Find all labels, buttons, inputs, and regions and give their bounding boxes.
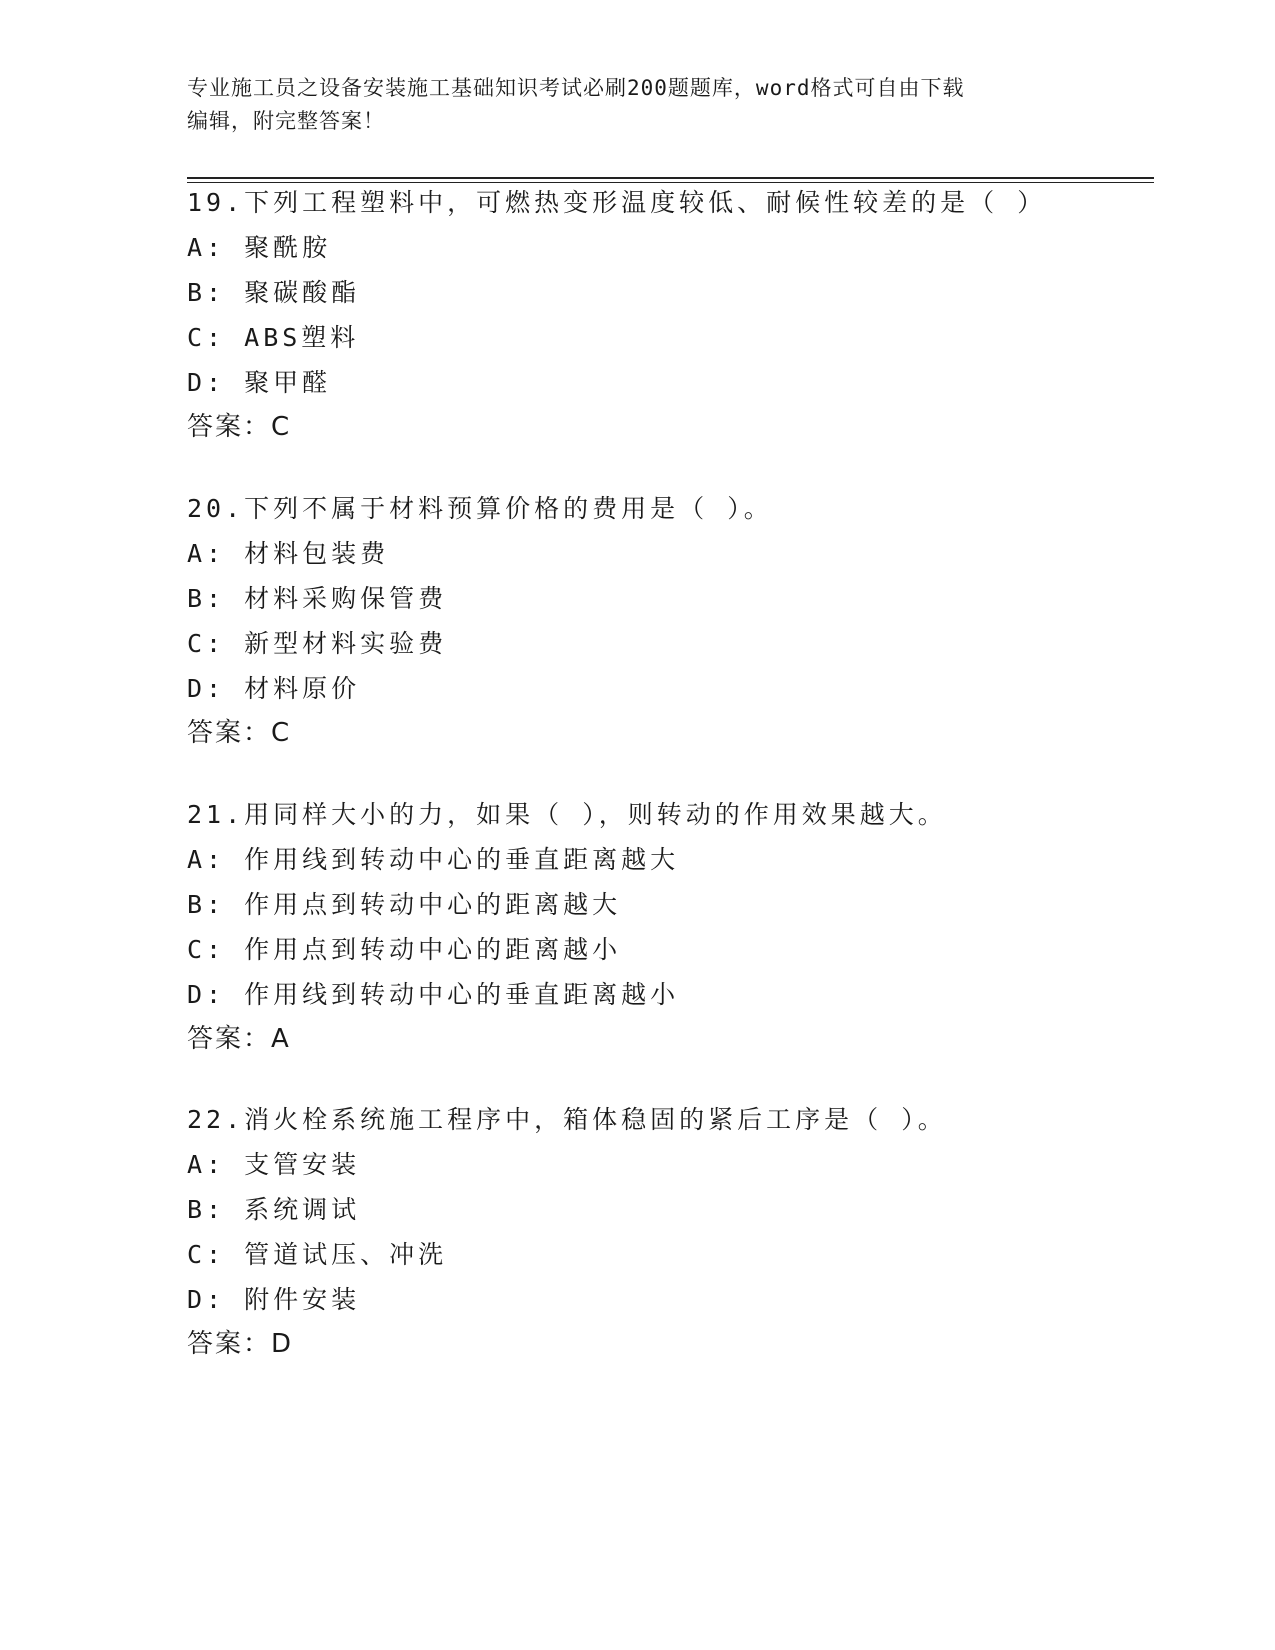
- answer-line: [187, 711, 1147, 756]
- answer-value: A: [271, 1024, 289, 1054]
- option-d: D: 材料原价: [187, 674, 361, 703]
- option-d: D: 聚甲醛: [187, 368, 332, 397]
- answer-line: [187, 1322, 1147, 1367]
- option-d: D: 作用线到转动中心的垂直距离越小: [187, 980, 680, 1009]
- option-a: A: 聚酰胺: [187, 233, 332, 262]
- answer-label: 答案：: [187, 718, 272, 748]
- question-stem: 21.用同样大小的力，如果（ ），则转动的作用效果越大。: [187, 800, 947, 829]
- option-c: C: 管道试压、冲洗: [187, 1240, 448, 1269]
- header-title-line-1: 专业施工员之设备安装施工基础知识考试必刷200题题库，word格式可自由下载: [187, 76, 965, 100]
- question-22: [187, 1097, 1147, 1367]
- question-19: [187, 180, 1147, 450]
- option-a: A: 材料包装费: [187, 539, 390, 568]
- answer-value: C: [271, 718, 290, 748]
- question-stem: 22.消火栓系统施工程序中，箱体稳固的紧后工序是（ ）。: [187, 1105, 947, 1134]
- option-a: A: 作用线到转动中心的垂直距离越大: [187, 845, 680, 874]
- question-stem: 19.下列工程塑料中，可燃热变形温度较低、耐候性较差的是（ ）: [187, 188, 1047, 217]
- question-21: [187, 792, 1147, 1062]
- answer-line: [187, 405, 1147, 450]
- answer-value: D: [271, 1329, 292, 1359]
- option-b: B: 聚碳酸酯: [187, 278, 361, 307]
- option-b: B: 材料采购保管费: [187, 584, 448, 613]
- question-stem: 20.下列不属于材料预算价格的费用是（ ）。: [187, 494, 773, 523]
- answer-value: C: [271, 412, 290, 442]
- option-c: C: ABS塑料: [187, 323, 360, 352]
- answer-label: 答案：: [187, 1024, 272, 1054]
- option-a: A: 支管安装: [187, 1150, 361, 1179]
- header-title-line-2: 编辑，附完整答案！: [187, 109, 385, 133]
- header-divider-thick: [187, 177, 1154, 179]
- question-20: [187, 486, 1147, 756]
- option-c: C: 作用点到转动中心的距离越小: [187, 935, 622, 964]
- answer-label: 答案：: [187, 1329, 272, 1359]
- answer-line: [187, 1017, 1147, 1062]
- document-header: [187, 72, 1087, 138]
- option-b: B: 作用点到转动中心的距离越大: [187, 890, 622, 919]
- answer-label: 答案：: [187, 412, 272, 442]
- option-d: D: 附件安装: [187, 1285, 361, 1314]
- option-b: B: 系统调试: [187, 1195, 361, 1224]
- option-c: C: 新型材料实验费: [187, 629, 448, 658]
